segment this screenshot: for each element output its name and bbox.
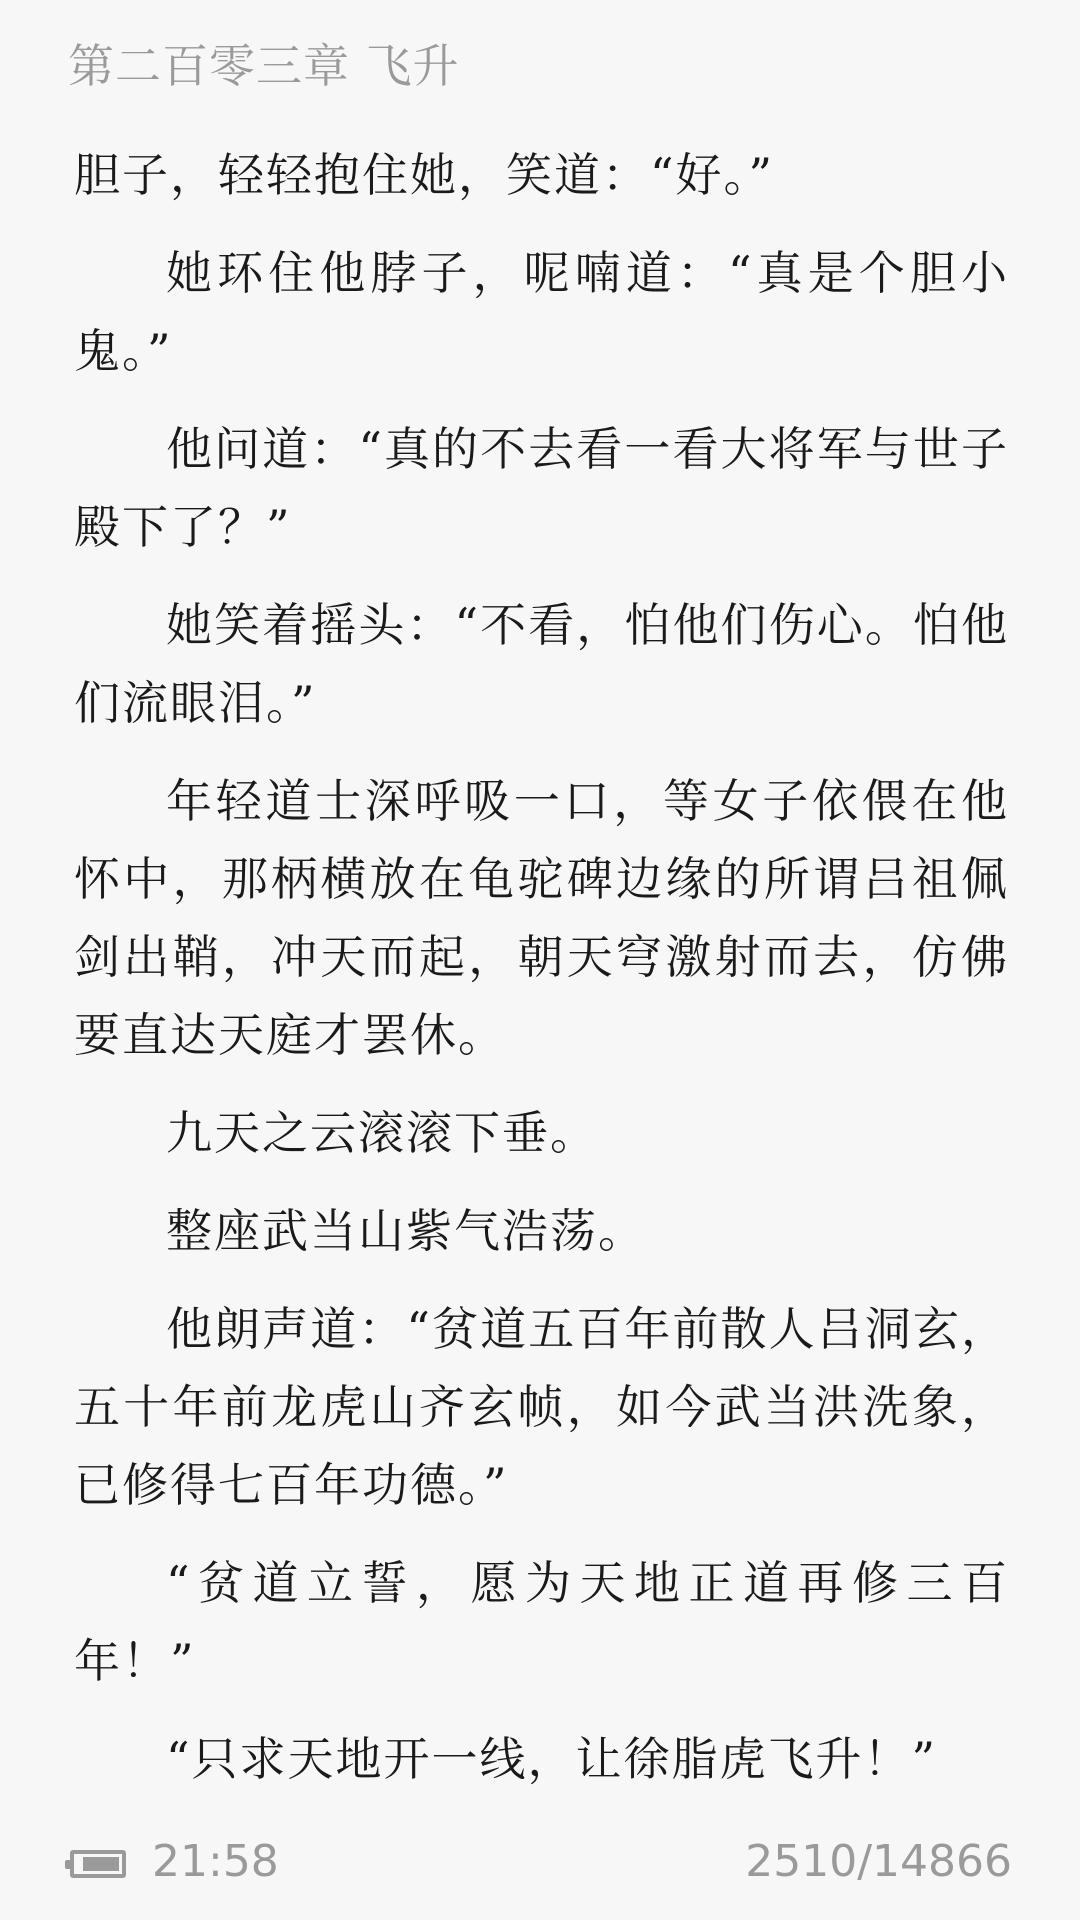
paragraph: 年轻道士深呼吸一口，等女子依偎在他怀中，那柄横放在龟驼碑边缘的所谓吕祖佩剑出鞘，冲天而起，朝天穹激射而去，仿佛要直达天庭才罢休。 (74, 774, 1009, 1062)
battery-cap (65, 1860, 70, 1869)
paragraph: “贫道立誓，愿为天地正道再修三百年！” (74, 1556, 1009, 1688)
reading-content[interactable] (74, 136, 1009, 1818)
paragraph: 胆子，轻轻抱住她，笑道：“好。” (74, 148, 775, 202)
battery-level (83, 1857, 119, 1871)
reading-progress: 2510/14866 (745, 1836, 1012, 1887)
paragraph: 她环住他脖子，呢喃道：“真是个胆小鬼。” (74, 246, 1009, 378)
paragraph: “只求天地开一线，让徐脂虎飞升！” (166, 1732, 938, 1786)
paragraph: 九天之云滚滚下垂。 (166, 1106, 598, 1160)
paragraph: 她笑着摇头：“不看，怕他们伤心。怕他们流眼泪。” (74, 598, 1009, 730)
paragraph: 整座武当山紫气浩荡。 (166, 1204, 646, 1258)
paragraph: 他问道：“真的不去看一看大将军与世子殿下了？” (74, 422, 1009, 554)
status-footer (0, 1836, 1080, 1900)
clock: 21:58 (152, 1836, 279, 1887)
paragraph: 他朗声道：“贫道五百年前散人吕洞玄，五十年前龙虎山齐玄帧，如今武当洪洗象，已修得七百年功德。” (74, 1302, 1009, 1512)
chapter-title: 第二百零三章 飞升 (68, 39, 460, 93)
battery-icon (70, 1850, 126, 1878)
